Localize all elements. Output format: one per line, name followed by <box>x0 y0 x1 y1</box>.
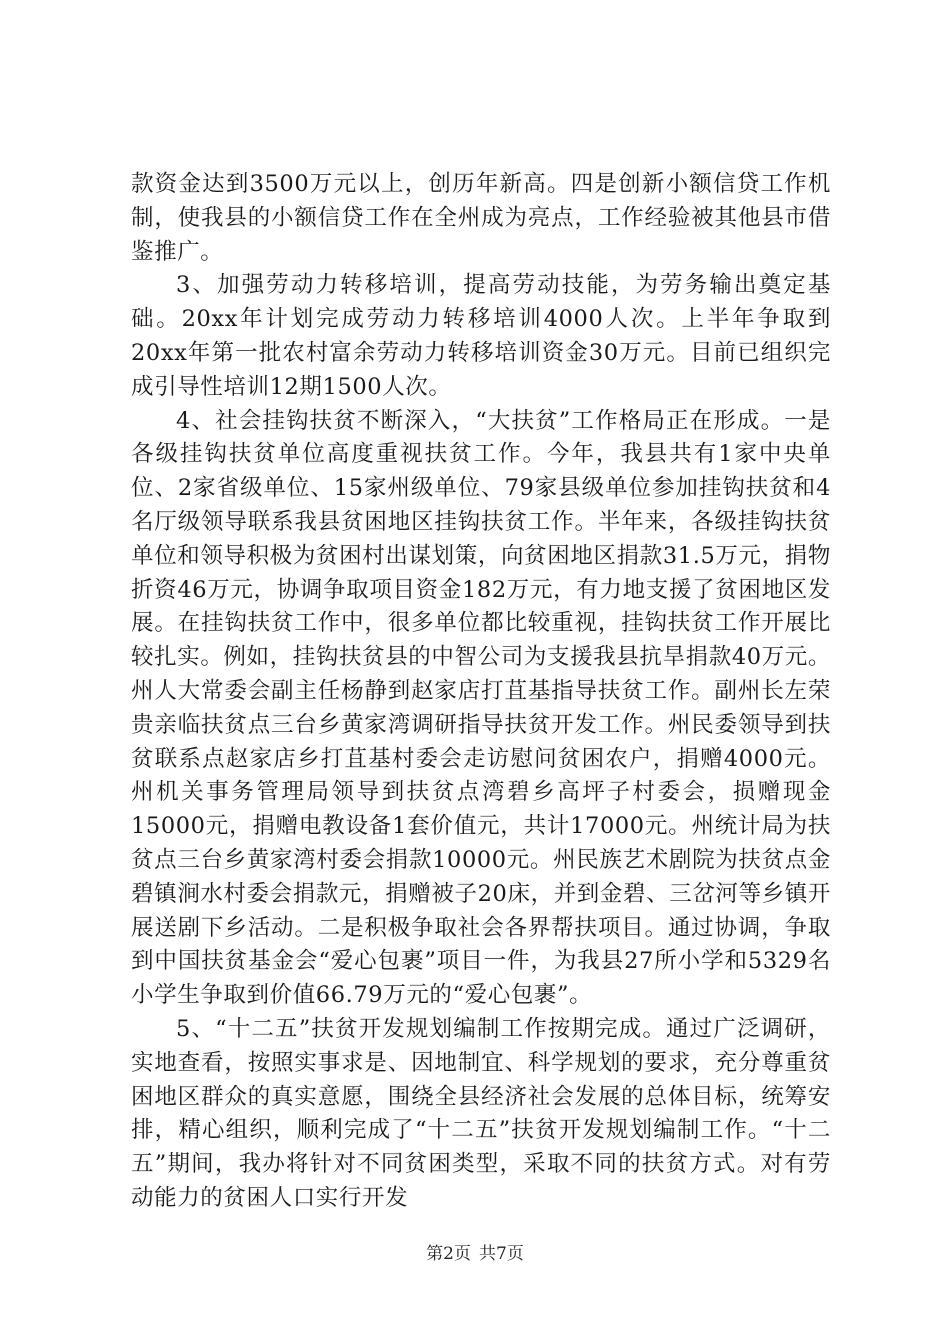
page-footer <box>0 1242 950 1266</box>
page-total: 共7页 <box>479 1244 524 1264</box>
paragraph-4: 5、“十二五”扶贫开发规划编制工作按期完成。通过广泛调研，实地查看，按照实事求是、因地制宜、科学规划的要求，充分尊重贫困地区群众的真实意愿，围绕全县经济社会发展的总体目标，统筹安排，精心组织，顺利完成了“十二五”扶贫开发规划编制工作。“十二五”期间，我办将针对不同贫困类型，采取不同的扶贫方式。对有劳动能力的贫困人口实行开发 <box>131 1015 831 1211</box>
paragraph-3: 4、社会挂钩扶贫不断深入，“大扶贫”工作格局正在形成。一是各级挂钩扶贫单位高度重视扶贫工作。今年，我县共有1家中央单位、2家省级单位、15家州级单位、79家县级单位参加挂钩扶贫和4名厅级领导联系我县贫困地区挂钩扶贫工作。半年来，各级挂钩扶贫单位和领导积极为贫困村出谋划策，向贫困地区捐款31.5万元，捐物折资46万元，协调争取项目资金182万元，有力地支援了贫困地区发展。在挂钩扶贫工作中，很多单位都比较重视，挂钩扶贫工作开展比较扎实。例如，挂钩扶贫县的中智公司为支援我县抗旱捐款40万元。州人大常委会副主任杨静到赵家店打苴基指导扶贫工作。副州长左荣贵亲临扶贫点三台乡黄家湾调研指导扶贫开发工作。州民委领导到扶贫联系点赵家店乡打苴基村委会走访慰问贫困农户，捐赠4000元。州机关事务管理局领导到扶贫点湾碧乡高坪子村委会，损赠现金15000元，捐赠电教设备1套价值元，共计17000元。州统计局为扶贫点三台乡黄家湾村委会捐款10000元。州民族艺术剧院为扶贫点金碧镇涧水村委会捐款元，捐赠被子20床，并到金碧、三岔河等乡镇开展送剧下乡活动。二是积极争取社会各界帮扶项目。通过协调，争取到中国扶贫基金会“爱心包裹”项目一件，为我县27所小学和5329名小学生争取到价值66.79万元的“爱心包裹”。 <box>131 407 831 1009</box>
paragraph-1: 款资金达到3500万元以上，创历年新高。四是创新小额信贷工作机制，使我县的小额信贷工作在全州成为亮点，工作经验被其他县市借鉴推广。 <box>131 171 831 265</box>
paragraph-2: 3、加强劳动力转移培训，提高劳动技能，为劳务输出奠定基础。20xx年计划完成劳动力转移培训4000人次。上半年争取到20xx年第一批农村富余劳动力转移培训资金30万元。目前已组织完成引导性培训12期1500人次。 <box>131 272 831 400</box>
page-number: 第2页 <box>426 1244 471 1264</box>
document-body <box>131 168 831 1216</box>
